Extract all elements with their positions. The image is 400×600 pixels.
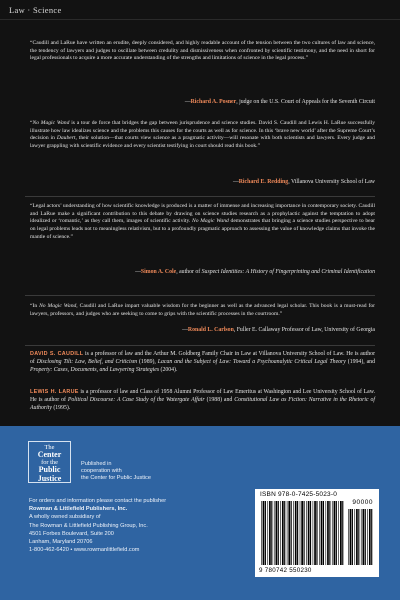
quote-affiliation: , Fuller E. Callaway Professor of Law, University of Georgia	[233, 327, 375, 333]
divider	[25, 295, 375, 296]
logo-text: Public	[38, 465, 61, 474]
contact-line: For orders and information please contact the publisher	[29, 498, 167, 504]
quote-body: “Legal actors’ understanding of how scientific knowledge is produced is a matter of immense and increasing importance in contemporary society. Caudill and LaRue make a significant contribution to this debate by drawing on science studies research as a prophylactic against the temptation to adopt idealized or ‘romantic,’ as they call them, images of scientific activity.	[30, 203, 375, 225]
quote-body: is a tour de force that bridges the gap between jurisprudence and science studies. David S. Caudill and Lewis H. LaRue successfully illustrate how law idealizes science and the problems this causes for the courts as well as for science. In this ‘brave new world’ after the Supreme Court’s decision in	[30, 120, 375, 142]
book-title: Constitutional Law as Fiction: Narrative in the Rhetoric of Authority	[30, 396, 375, 411]
bio-text: (1995).	[51, 404, 71, 411]
quote-body: , Caudill and LaRue impart valuable wisdom for the beginner as well as the advanced legal scholar. This book is a must-read for lawyers, professors, and judges who are seeking to come to grips with the scientific processes in the courtroom.”	[30, 303, 375, 317]
quote-cole-attribution: —Simon A. Cole, author of Suspect Identities: A History of Fingerprinting and Criminal Identification	[135, 269, 375, 275]
book-title: Disclosing Tilt: Law, Belief, and Criticism	[36, 358, 138, 365]
publisher-note-line: the Center for Public Justice	[81, 475, 151, 482]
quote-carlson	[30, 303, 375, 318]
quote-redding	[30, 120, 375, 151]
barcode-icon	[255, 489, 379, 577]
publisher-note-line: Published in	[81, 461, 112, 467]
quote-body: , their solution—that courts view science as a pragmatic activity—will resonate with both scientists and lawyers. Every judge and lawyer grappling with scientific evidence and every scientist testifying in court should read this book.”	[30, 135, 375, 150]
barcode-digits: 9 780742 550230	[259, 567, 312, 574]
quote-open: “In	[30, 303, 40, 309]
bio-larue	[30, 389, 375, 412]
quote-author: Simon A. Cole	[140, 269, 177, 275]
book-title: No Magic Wand	[192, 218, 229, 225]
contact-line: 4501 Forbes Boulevard, Suite 200	[29, 530, 114, 537]
center-for-public-justice-logo	[28, 441, 71, 483]
book-title: Political Discourse: A Case Study of the Watergate Affair	[67, 396, 205, 403]
quote-cole	[30, 203, 375, 242]
book-title: No Magic Wand	[39, 303, 77, 309]
contact-line: 1-800-462-6420 • www.rowmanlittlefield.com	[29, 547, 140, 554]
bio-text: is a professor of law and the Arthur M. Goldberg Family Chair in Law at Villanova University School of Law. He is author of	[30, 351, 375, 365]
author-name: DAVID S. CAUDILL	[30, 351, 84, 357]
quote-open: “	[30, 120, 33, 126]
logo-text: for the	[41, 459, 58, 466]
series-label: Law · Science	[9, 5, 62, 15]
logo-text: The	[44, 444, 55, 451]
case-name: Daubert	[56, 135, 76, 142]
isbn-barcode-block	[255, 489, 379, 577]
publisher-name: Rowman & Littlefield Publishers, Inc.	[29, 506, 128, 513]
quote-carlson-attribution: —Ronald L. Carlson, Fuller E. Callaway Professor of Law, University of Georgia	[182, 327, 375, 333]
logo-text: Justice	[37, 474, 62, 483]
book-title: Lacan and the Subject of Law: Toward a Psychoanalytic Critical Legal Theory	[157, 358, 346, 365]
bio-text: (1989),	[137, 358, 158, 365]
logo-text: Center	[37, 450, 62, 459]
header-divider	[0, 19, 400, 20]
quote-affiliation: , Villanova University School of Law	[288, 179, 375, 185]
author-name: LEWIS H. LARUE	[30, 389, 79, 395]
publisher-note	[81, 461, 151, 483]
contact-line: The Rowman & Littlefield Publishing Group, Inc.	[29, 522, 148, 529]
quote-body: demonstrates that bringing a science studies perspective to bear on legal problems leads not to meaningless relativism, but to a profoundly pragmatic approach to assessing the value of knowledge claims that invoke the mantle of science.”	[30, 218, 375, 240]
quote-posner-attribution: —Richard A. Posner, judge on the U.S. Court of Appeals for the Seventh Circuit	[184, 99, 375, 105]
book-title: Property: Cases, Documents, and Lawyering Strategies	[30, 366, 160, 373]
quote-posner: “Caudill and LaRue have written an erudite, deeply considered, and highly readable account of the tension between the two cultures of law and science, the tendency of lawyers and judges to oscillate between credulity and dismissiveness when confronted by scientific testimony, and the need in short for legal professionals to acquire a more accurate understanding of the strengths and limitations of science in the legal process.”	[30, 40, 375, 62]
bio-text: (1994), and	[345, 358, 375, 365]
divider	[25, 345, 375, 346]
contact-line: Lanham, Maryland 20706	[29, 539, 93, 546]
publisher-note-line: cooperation with	[81, 468, 122, 475]
price-addon-code: 90000	[352, 499, 373, 506]
bio-text: (1988) and	[204, 396, 235, 403]
contact-line: A wholly owned subsidiary of	[29, 514, 101, 521]
quote-affiliation: , judge on the U.S. Court of Appeals for the Seventh Circuit	[236, 99, 375, 105]
quote-author: Richard A. Posner	[190, 99, 237, 105]
book-title: Suspect Identities: A History of Fingerprinting and Criminal Identification	[201, 269, 375, 275]
book-title: No Magic Wand	[32, 120, 70, 126]
publisher-contact	[29, 497, 166, 554]
quote-redding-attribution: —Richard E. Redding, Villanova University School of Law	[232, 179, 375, 185]
bio-text: (2004).	[159, 366, 178, 373]
divider	[25, 196, 375, 197]
quote-author: Ronald L. Carlson	[187, 327, 234, 333]
bio-caudill	[30, 351, 375, 374]
bio-text: is a professor of law and Class of 1958 Alumni Professor of Law Emeritus at Washington and Lee University School of Law. He is author of	[30, 389, 375, 403]
isbn-label: ISBN 978-0-7425-5023-0	[260, 491, 338, 498]
quote-author: Richard E. Redding	[238, 179, 289, 185]
quote-affiliation: , author of	[176, 269, 202, 275]
